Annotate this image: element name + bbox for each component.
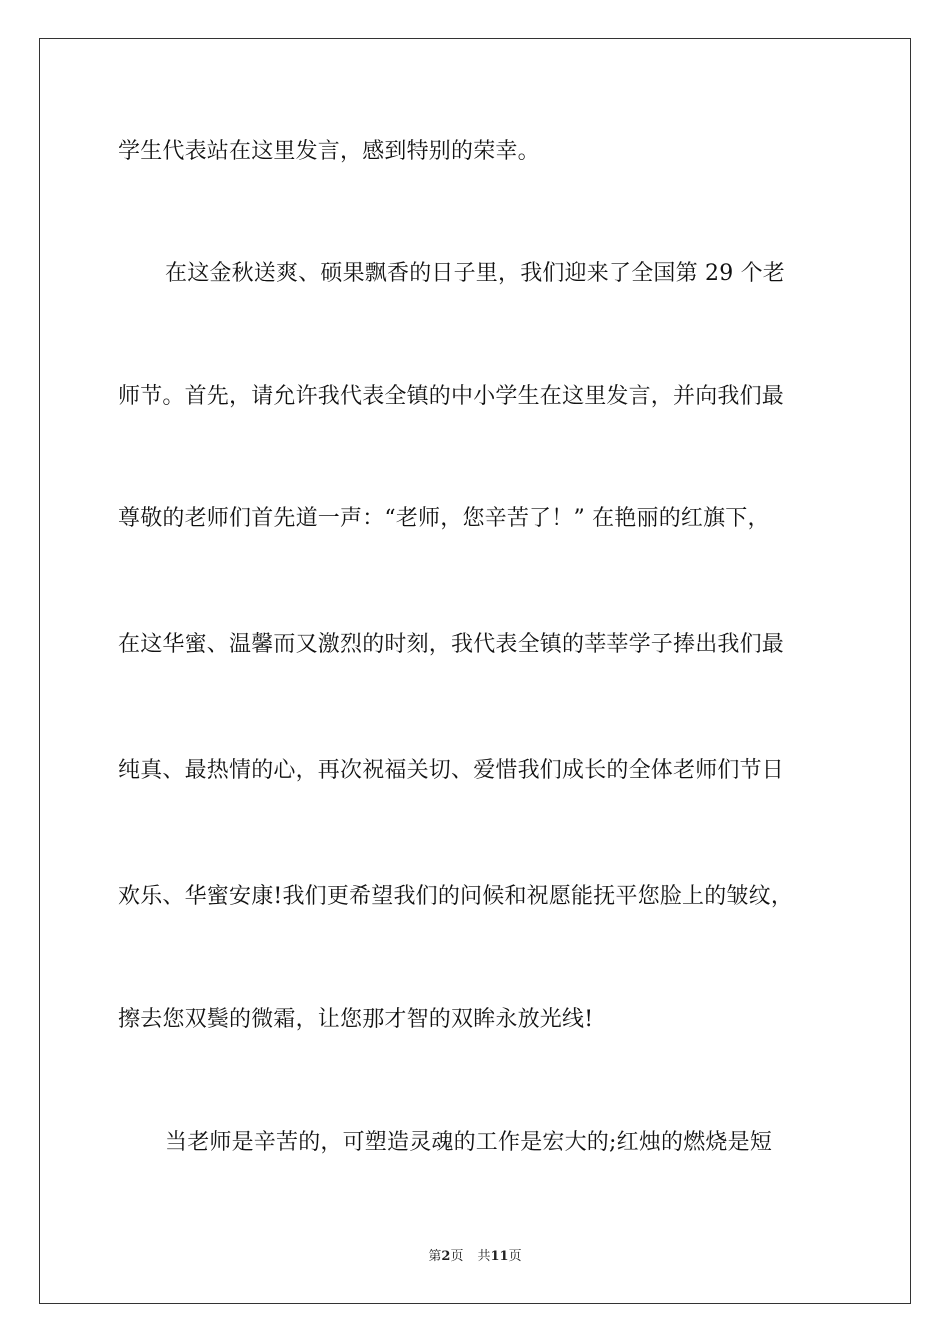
footer-total-prefix: 共: [477, 1249, 491, 1264]
text-line-8: 擦去您双鬓的微霜，让您那才智的双眸永放光线!: [118, 1007, 594, 1032]
text-line-5: 在这华蜜、温馨而又激烈的时刻，我代表全镇的莘莘学子捧出我们最: [118, 632, 785, 657]
page-frame: [39, 38, 911, 1304]
text-line-7: 欢乐、华蜜安康!我们更希望我们的问候和祝愿能抚平您脸上的皱纹，: [118, 884, 794, 909]
text-line-2: 在这金秋送爽、硕果飘香的日子里，我们迎来了全国第 29 个老: [165, 261, 785, 286]
text-line-6: 纯真、最热情的心，再次祝福关切、爱惜我们成长的全体老师们节日: [118, 758, 785, 783]
footer-total-number: 11: [490, 1249, 509, 1264]
text-line-3: 师节。首先，请允许我代表全镇的中小学生在这里发言，并向我们最: [118, 384, 785, 409]
footer-page-prefix: 第: [428, 1249, 442, 1264]
text-line-4: 尊敬的老师们首先道一声：“老师，您辛苦了！” 在艳丽的红旗下，: [118, 506, 770, 531]
footer-total-suffix: 页: [508, 1249, 522, 1264]
text-line-1: 学生代表站在这里发言，感到特别的荣幸。: [118, 139, 540, 164]
text-line-9: 当老师是辛苦的，可塑造灵魂的工作是宏大的;红烛的燃烧是短: [165, 1130, 773, 1155]
footer-page-number: 2: [441, 1249, 451, 1264]
page-footer: [0, 1248, 950, 1266]
footer-page-suffix: 页: [450, 1249, 464, 1264]
